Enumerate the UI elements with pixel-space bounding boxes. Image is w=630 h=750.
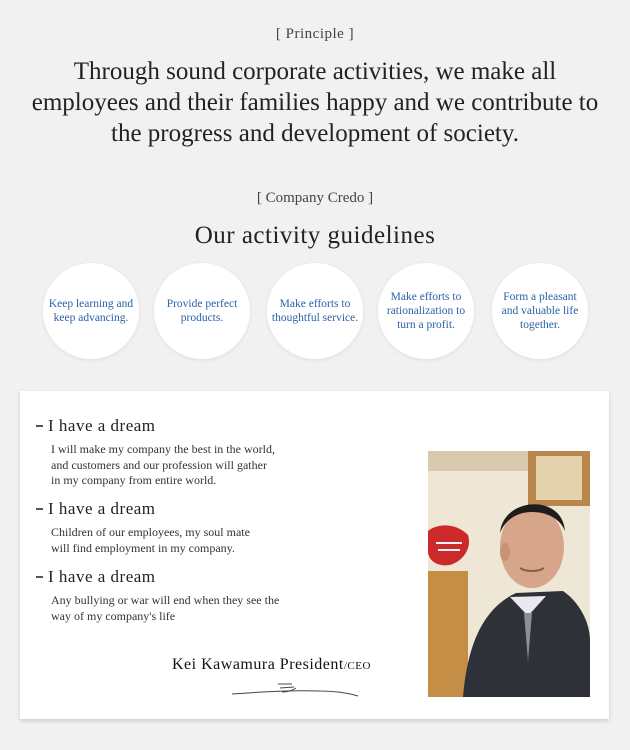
president-message-card xyxy=(20,391,609,719)
dream-heading-text: I have a dream xyxy=(48,499,156,518)
guideline-circle: Keep learning and keep advancing. xyxy=(43,263,139,359)
dream-block xyxy=(36,499,416,556)
dash-icon xyxy=(36,508,43,510)
credo-label: [ Company Credo ] xyxy=(256,190,374,206)
dream-block xyxy=(36,567,416,624)
president-name xyxy=(172,656,371,674)
dream-line: I will make my company the best in the world, xyxy=(51,442,275,456)
dash-icon xyxy=(36,576,43,578)
principle-label: [ Principle ] xyxy=(275,26,355,42)
guidelines-list xyxy=(0,263,630,363)
guideline-circle: Make efforts to thoughtful service. xyxy=(267,263,363,359)
dream-text xyxy=(51,442,416,489)
dream-line: Any bullying or war will end when they see the xyxy=(51,593,280,607)
dream-heading xyxy=(36,416,416,436)
dream-heading-text: I have a dream xyxy=(48,416,156,435)
guideline-circle: Form a pleasant and valuable life together. xyxy=(492,263,588,359)
guidelines-title: Our activity guidelines xyxy=(194,222,436,249)
dream-line: Children of our employees, my soul mate xyxy=(51,525,250,539)
dream-line: and customers and our profession will gather xyxy=(51,457,267,472)
dream-line: way of my company's life xyxy=(51,608,176,623)
president-title-suffix: /CEO xyxy=(343,660,371,672)
president-name-text: Kei Kawamura President xyxy=(172,656,344,673)
dream-line: in my company from entire world. xyxy=(51,473,217,487)
dream-heading-text: I have a dream xyxy=(48,567,156,586)
handwritten-signature xyxy=(230,679,360,699)
dash-icon xyxy=(36,425,43,427)
dream-text xyxy=(51,593,416,624)
president-photo xyxy=(428,451,590,697)
dream-block xyxy=(36,416,416,489)
principle-text: Through sound corporate activities, we make all employees and their families happy and we contribute to the progress and development of society. xyxy=(31,58,599,147)
dream-text xyxy=(51,525,416,556)
guideline-circle: Provide perfect products. xyxy=(154,263,250,359)
dream-line: will find employment in my company. xyxy=(51,540,235,555)
dream-heading xyxy=(36,499,416,519)
guideline-circle: Make efforts to rationalization to turn a profit. xyxy=(378,263,474,359)
dream-heading xyxy=(36,567,416,587)
